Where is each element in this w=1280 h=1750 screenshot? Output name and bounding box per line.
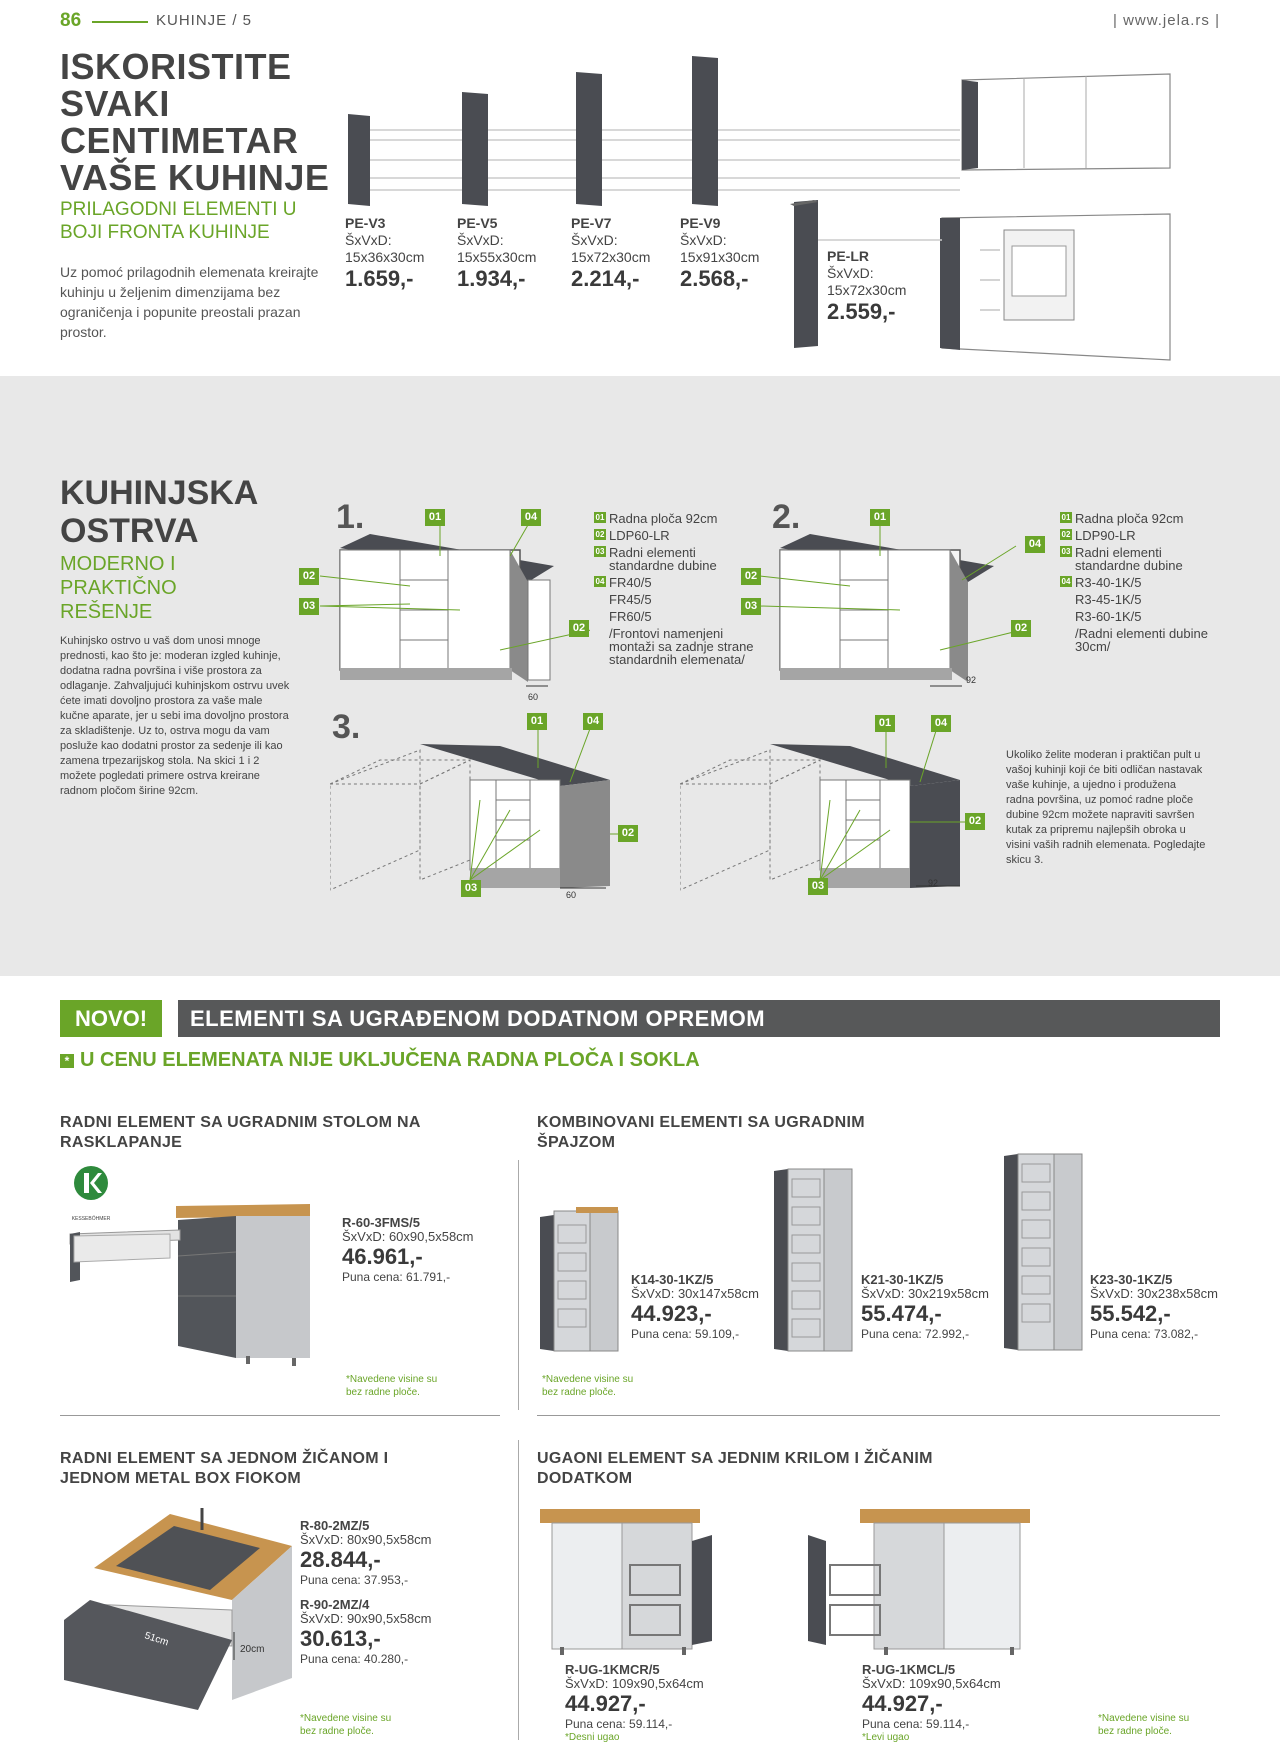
island-text-2: Ukoliko želite moderan i praktičan pult u vašoj kuhinji koji će biti odličan nastavak vaše kuhinje, a ujedno i produžena radna površina, uz pomoć radne ploče dubine 92cm možete napraviti savršen kutak za pripremu najlepših obroka u visini vaših radnih elemenata. Pogledajte skicu 3.	[1006, 749, 1206, 866]
product-dim: ŠxVxD: 60x90,5x58cm	[342, 1229, 474, 1244]
category-title: RADNI ELEMENT SA UGRADNIM STOLOM NA RASKLAPANJE	[60, 1114, 421, 1151]
product-pe-lr	[827, 248, 906, 325]
legend-sketch-1	[594, 512, 764, 670]
product-price: 2.214,-	[571, 266, 640, 291]
legend-tag: 03	[595, 547, 605, 556]
dimension-label: 51cm	[143, 1630, 170, 1649]
page-number: 86	[60, 10, 82, 31]
product-code: K21-30-1KZ/5	[861, 1272, 944, 1287]
pantry-k21-image	[770, 1165, 856, 1355]
intro-text: Uz pomoć prilagodnih elemenata kreirajte kuhinju u željenim dimenzijama bez ograničenja i popunite preostali prazan prostor.	[60, 264, 319, 340]
product-code: R-90-2MZ/4	[300, 1597, 370, 1612]
logo-text: KESSEBÖHMER	[71, 1216, 111, 1222]
product-price: 44.927,-	[565, 1691, 646, 1716]
product-price: 28.844,-	[300, 1547, 381, 1572]
corner-cabinet-left-image	[804, 1505, 1034, 1655]
product-dim: 15x72x30cm	[827, 282, 907, 298]
legend-text: LDP60-LR	[609, 528, 670, 543]
tag-01: 01	[875, 715, 895, 732]
product-full-price: Puna cena: 59.114,-	[862, 1717, 970, 1731]
legend-text: /Frontovi namenjeni montaži sa zadnje strane standardnih elemenata/	[609, 626, 754, 667]
product-dim: 15x72x30cm	[571, 249, 651, 265]
product-dim-label: ŠxVxD:	[345, 232, 392, 248]
height-note: *Navedene visine su bez radne ploče.	[346, 1374, 438, 1398]
pantry-k23-image	[1000, 1150, 1086, 1355]
product-r-80-2mz	[300, 1519, 432, 1587]
legend-text: /Radni elementi dubine 30cm/	[1075, 626, 1208, 654]
legend-text: FR40/5	[609, 575, 652, 590]
dimension-label: 92	[928, 878, 939, 888]
product-code: K23-30-1KZ/5	[1090, 1272, 1173, 1287]
product-code: PE-LR	[827, 248, 869, 264]
legend-text: FR45/5	[609, 592, 652, 607]
product-dim: ŠxVxD: 109x90,5x64cm	[862, 1676, 1001, 1691]
island-sketch-1	[300, 500, 590, 700]
product-price: 55.474,-	[861, 1301, 942, 1326]
category-title: RADNI ELEMENT SA JEDNOM ŽIČANOM I JEDNOM METAL BOX FIOKOM	[60, 1450, 389, 1487]
tag-04: 04	[521, 509, 541, 526]
product-code: R-60-3FMS/5	[342, 1215, 421, 1230]
product-dim: 15x91x30cm	[680, 249, 760, 265]
height-note: *Navedene visine su bez radne ploče.	[300, 1713, 392, 1737]
legend-tag: 01	[595, 513, 605, 522]
novo-badge: NOVO!	[60, 1000, 162, 1037]
tag-04: 04	[931, 715, 951, 732]
product-k23-30-1kz	[1090, 1273, 1218, 1341]
product-code: K14-30-1KZ/5	[631, 1272, 714, 1287]
dimension-label: 60	[528, 692, 539, 700]
product-dim-label: ŠxVxD:	[457, 232, 504, 248]
tag-02: 02	[1011, 620, 1031, 637]
legend-tag: 01	[1061, 513, 1071, 522]
tag-02: 02	[965, 813, 985, 830]
legend-tag: 02	[1061, 530, 1071, 539]
header-divider	[92, 21, 148, 23]
tag-02: 02	[618, 825, 638, 842]
dimension-label: 60	[566, 890, 577, 900]
product-full-price: Puna cena: 59.109,-	[631, 1327, 740, 1341]
product-price: 55.542,-	[1090, 1301, 1171, 1326]
product-price: 1.659,-	[345, 266, 414, 291]
asterisk-icon: *	[60, 1054, 74, 1068]
tag-02: 02	[569, 620, 589, 637]
corner-side-note: *Desni ugao	[565, 1732, 620, 1743]
tag-01: 01	[870, 509, 890, 526]
product-full-price: Puna cena: 40.280,-	[300, 1652, 409, 1666]
product-pe-v9	[680, 215, 759, 292]
product-price: 44.923,-	[631, 1301, 712, 1326]
product-dim: ŠxVxD: 30x147x58cm	[631, 1286, 759, 1301]
product-k14-30-1kz	[631, 1273, 759, 1341]
sink-drawer-cabinet-image	[60, 1500, 300, 1720]
legend-sketch-2	[1060, 512, 1220, 657]
tag-01: 01	[527, 713, 547, 730]
dimension-label: 20cm	[240, 1644, 265, 1655]
product-code: PE-V5	[457, 215, 498, 231]
tag-01: 01	[425, 509, 445, 526]
novo-title-bar: ELEMENTI SA UGRAĐENOM DODATNOM OPREMOM	[178, 1000, 1220, 1037]
website-link[interactable]: | www.jela.rs |	[1113, 12, 1220, 29]
corner-cabinet-right-image	[536, 1505, 766, 1655]
product-price: 30.613,-	[300, 1626, 381, 1651]
column-divider	[518, 1440, 519, 1740]
product-price: 44.927,-	[862, 1691, 943, 1716]
dimension-label: 92	[966, 675, 977, 685]
foldout-table-cabinet-image	[60, 1196, 330, 1366]
height-note: *Navedene visine su bez radne ploče.	[542, 1374, 634, 1398]
corner-side-note: *Levi ugao	[862, 1732, 910, 1743]
product-full-price: Puna cena: 37.953,-	[300, 1573, 409, 1587]
product-dim: 15x55x30cm	[457, 249, 537, 265]
island-sketch-3a	[330, 700, 630, 900]
island-text: Kuhinjsko ostrvo u vaš dom unosi mnoge prednosti, kao što je: moderan izgled kuhinje, dodatna radna površina i više prostora za odlaganje. Zahvaljujući kuhinjskom ostrvu uvek ćete imati dovoljno prostora za vaše male kučne aparate, jer u sebi ima dovoljno prostora za skladištenje. Uz to, ostrva mogu da vam posluže kao dodatni prostor za sedenje ili kao zamena trpezarijskog stola. Na skici 1 i 2 možete pogledati primere ostrva kreirane radnom pločom širine 92cm.	[60, 635, 290, 797]
product-pe-v7	[571, 215, 650, 292]
height-note: *Navedene visine su bez radne ploče.	[1098, 1713, 1190, 1737]
row-divider	[60, 1415, 500, 1416]
legend-tag: 02	[595, 530, 605, 539]
product-dim: ŠxVxD: 90x90,5x58cm	[300, 1611, 432, 1626]
row-divider	[537, 1415, 1220, 1416]
product-pe-v3	[345, 215, 424, 292]
tag-03: 03	[461, 880, 481, 897]
legend-tag: 04	[1061, 577, 1071, 586]
tag-04: 04	[1025, 536, 1045, 553]
tag-02: 02	[299, 568, 319, 585]
tag-03: 03	[808, 878, 828, 895]
pantry-k14-image	[536, 1205, 622, 1355]
product-code: R-UG-1KMCL/5	[862, 1662, 956, 1677]
legend-tag: 03	[1061, 547, 1071, 556]
category-title: KOMBINOVANI ELEMENTI SA UGRADNIM ŠPAJZOM	[537, 1114, 865, 1151]
sketch-number-1: 1.	[336, 498, 365, 536]
product-full-price: Puna cena: 73.082,-	[1090, 1327, 1199, 1341]
filler-panels-illustration	[340, 50, 1180, 370]
product-dim: ŠxVxD: 109x90,5x64cm	[565, 1676, 704, 1691]
product-dim-label: ŠxVxD:	[827, 265, 874, 281]
legend-tag: 04	[595, 577, 605, 586]
product-r-ug-1kmcr	[565, 1663, 704, 1744]
legend-text: Radni elementi standardne dubine	[1075, 545, 1183, 573]
product-dim: ŠxVxD: 30x238x58cm	[1090, 1286, 1218, 1301]
product-r-ug-1kmcl	[862, 1663, 1001, 1744]
product-code: PE-V3	[345, 215, 386, 231]
product-price: 46.961,-	[342, 1244, 423, 1269]
product-price: 2.559,-	[827, 299, 896, 324]
product-full-price: Puna cena: 61.791,-	[342, 1270, 451, 1284]
sketch-number-2: 2.	[772, 498, 801, 536]
product-dim: ŠxVxD: 30x219x58cm	[861, 1286, 989, 1301]
category-title: UGAONI ELEMENT SA JEDNIM KRILOM I ŽIČANIM DODATKOM	[537, 1450, 933, 1487]
sketch-number-3: 3.	[332, 708, 361, 746]
product-r-90-2mz	[300, 1598, 432, 1666]
legend-text: R3-45-1K/5	[1075, 592, 1142, 607]
tag-04: 04	[583, 713, 603, 730]
product-r-60-3fms	[342, 1216, 474, 1284]
price-notice-text: U CENU ELEMENATA NIJE UKLJUČENA RADNA PLOČA I SOKLA	[80, 1049, 700, 1071]
tag-03: 03	[299, 598, 319, 615]
legend-text: Radna ploča 92cm	[609, 511, 718, 526]
island-title: KUHINJSKA OSTRVA	[60, 474, 258, 550]
product-code: R-UG-1KMCR/5	[565, 1662, 660, 1677]
product-price: 2.568,-	[680, 266, 749, 291]
intro-title: ISKORISTITE SVAKI CENTIMETAR VAŠE KUHINJE	[60, 46, 330, 198]
legend-text: LDP90-LR	[1075, 528, 1136, 543]
product-code: PE-V7	[571, 215, 612, 231]
column-divider	[518, 1160, 519, 1410]
price-notice	[60, 1049, 700, 1072]
legend-text: FR60/5	[609, 609, 652, 624]
tag-03: 03	[741, 598, 761, 615]
product-dim-label: ŠxVxD:	[571, 232, 618, 248]
island-subtitle: MODERNO I PRAKTIČNO REŠENJE	[60, 553, 177, 623]
product-dim: ŠxVxD: 80x90,5x58cm	[300, 1532, 432, 1547]
legend-text: R3-40-1K/5	[1075, 575, 1142, 590]
product-code: R-80-2MZ/5	[300, 1518, 370, 1533]
product-price: 1.934,-	[457, 266, 526, 291]
section-label: KUHINJE / 5	[156, 12, 253, 29]
legend-text: Radna ploča 92cm	[1075, 511, 1184, 526]
product-full-price: Puna cena: 59.114,-	[565, 1717, 673, 1731]
product-k21-30-1kz	[861, 1273, 989, 1341]
legend-text: R3-60-1K/5	[1075, 609, 1142, 624]
island-sketch-2	[740, 500, 1030, 700]
product-code: PE-V9	[680, 215, 721, 231]
tag-02: 02	[741, 568, 761, 585]
product-pe-v5	[457, 215, 536, 292]
legend-text: Radni elementi standardne dubine	[609, 545, 717, 573]
product-dim-label: ŠxVxD:	[680, 232, 727, 248]
product-full-price: Puna cena: 72.992,-	[861, 1327, 970, 1341]
intro-subtitle: PRILAGODNI ELEMENTI U BOJI FRONTA KUHINJE	[60, 199, 297, 243]
product-dim: 15x36x30cm	[345, 249, 425, 265]
